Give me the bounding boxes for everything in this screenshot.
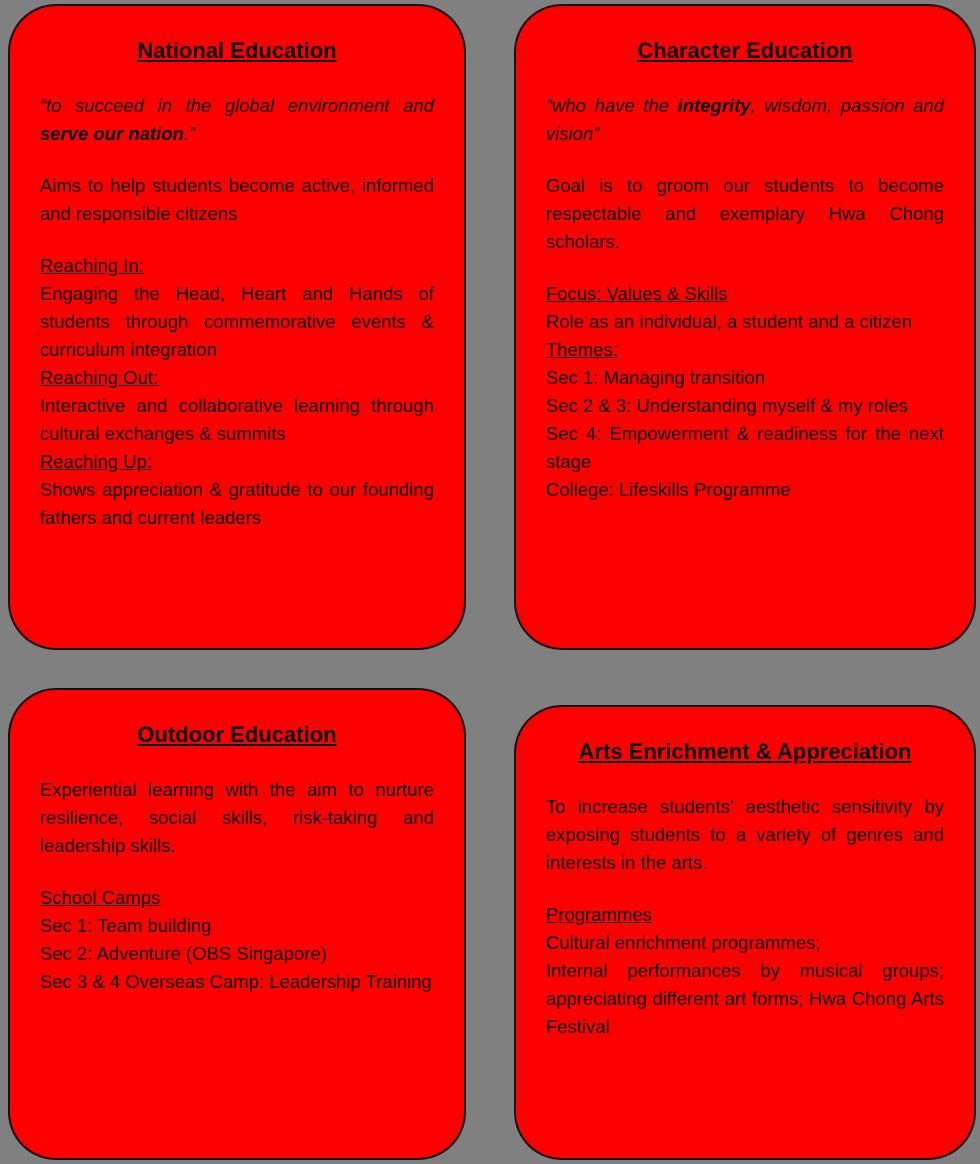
section-heading: Themes: <box>546 339 618 360</box>
section-line: Sec 2 & 3: Understanding myself & my roles <box>546 395 908 416</box>
section-heading: Programmes <box>546 904 652 925</box>
intro-paragraph: Aims to help students become active, informed and responsible citizens <box>40 175 434 224</box>
section-reaching-out <box>40 364 434 448</box>
section-line: Internal performances by musical groups; appreciating different art forms; Hwa Chong Arts Festival <box>546 960 944 1037</box>
section-line: College: Lifeskills Programme <box>546 479 791 500</box>
card-title-national-education: National Education <box>137 38 337 63</box>
section-line: Sec 3 & 4 Overseas Camp: Leadership Training <box>40 971 432 992</box>
section-heading: Focus: Values & Skills <box>546 283 728 304</box>
section-line: Sec 1: Managing transition <box>546 367 766 388</box>
section-reaching-in <box>40 252 434 364</box>
quote-text: .” <box>183 123 196 144</box>
card-national-education <box>8 4 466 650</box>
section-body: Interactive and collaborative learning through cultural exchanges & summits <box>40 395 434 444</box>
intro-paragraph: Experiential learning with the aim to nurture resilience, social skills, risk-taking and leadership skills. <box>40 779 434 856</box>
card-title-outdoor-education: Outdoor Education <box>137 722 337 747</box>
section-themes <box>546 336 944 504</box>
quote-text-emphasis: serve our nation <box>40 123 184 144</box>
card-title-character-education: Character Education <box>637 38 853 63</box>
quote-text: “to succeed in the global environment and <box>40 95 434 116</box>
section-line: Cultural enrichment programmes; <box>546 932 821 953</box>
section-heading: Reaching In: <box>40 255 144 276</box>
section-body: Role as an individual, a student and a citizen <box>546 311 913 332</box>
section-heading: Reaching Up: <box>40 451 153 472</box>
card-title-arts-enrichment: Arts Enrichment & Appreciation <box>578 739 912 764</box>
section-line: Sec 2: Adventure (OBS Singapore) <box>40 943 327 964</box>
section-heading: School Camps <box>40 887 161 908</box>
section-school-camps <box>40 884 434 996</box>
quote-paragraph <box>546 92 944 148</box>
section-programmes <box>546 901 944 1041</box>
intro-paragraph: Goal is to groom our students to become respectable and exemplary Hwa Chong scholars. <box>546 175 944 252</box>
section-line: Sec 4: Empowerment & readiness for the next stage <box>546 423 944 472</box>
section-heading: Reaching Out: <box>40 367 159 388</box>
quote-text: , wisdom, passion and vision” <box>546 95 945 144</box>
section-body: Engaging the Head, Heart and Hands of students through commemorative events & curriculum integration <box>40 283 434 360</box>
quote-text-emphasis: integrity <box>677 95 751 116</box>
quote-text: “who have the <box>546 95 678 116</box>
card-character-education <box>514 4 976 650</box>
card-arts-enrichment <box>514 705 976 1160</box>
quote-paragraph <box>40 92 434 148</box>
section-reaching-up <box>40 448 434 532</box>
section-line: Sec 1: Team building <box>40 915 212 936</box>
intro-paragraph: To increase students’ aesthetic sensitivity by exposing students to a variety of genres and interests in the arts. <box>546 796 944 873</box>
card-outdoor-education <box>8 688 466 1160</box>
section-focus <box>546 280 944 336</box>
section-body: Shows appreciation & gratitude to our founding fathers and current leaders <box>40 479 434 528</box>
